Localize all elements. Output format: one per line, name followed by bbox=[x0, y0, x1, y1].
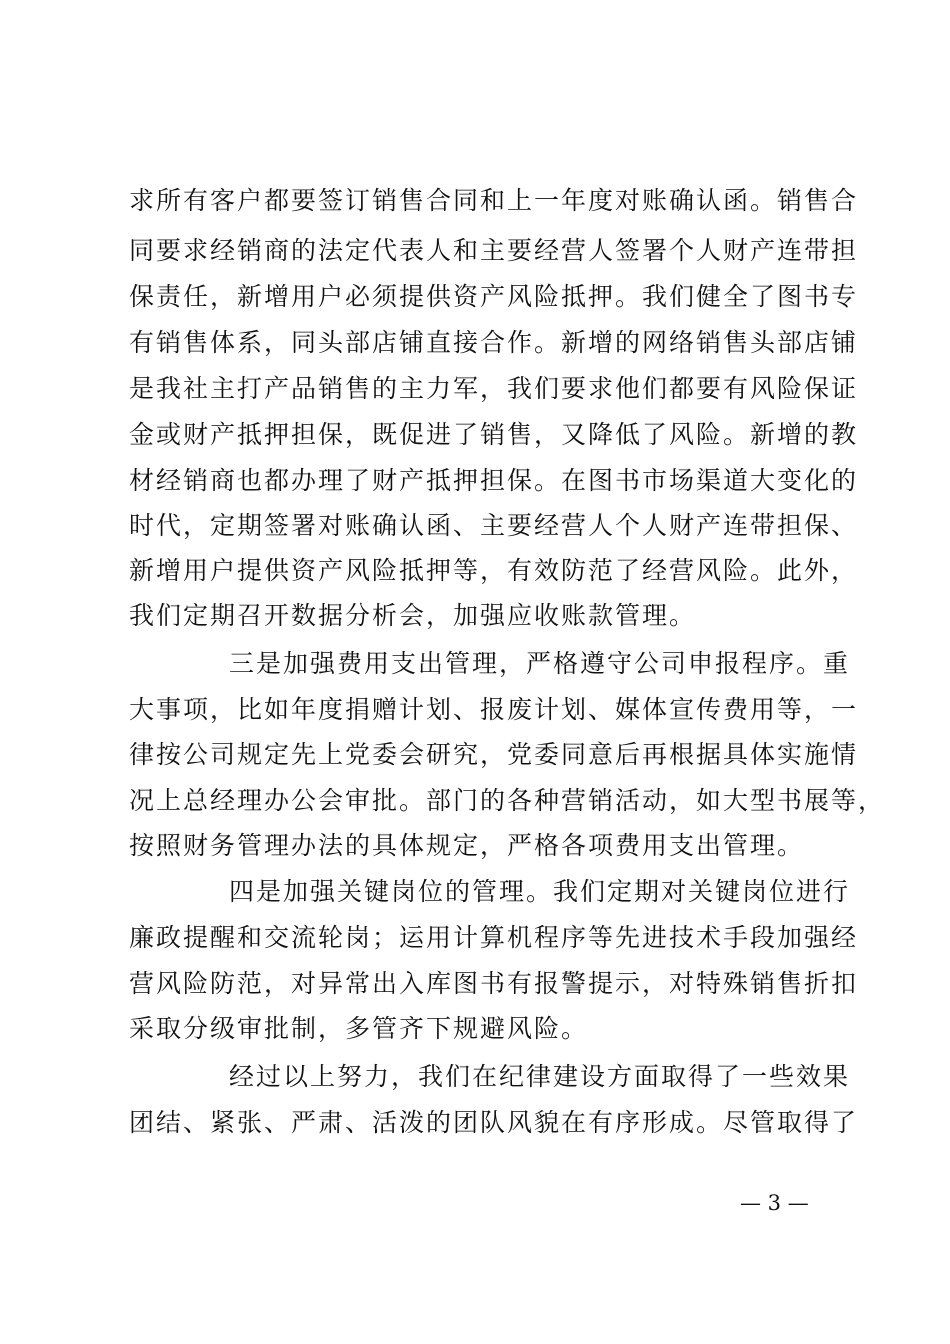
paragraph-start-line: 四是加强关键岗位的管理。我们定期对关键岗位进行 bbox=[229, 877, 851, 906]
text-line: 廉政提醒和交流轮岗；运用计算机程序等先进技术手段加强经 bbox=[129, 923, 859, 952]
text-line: 按照财务管理办法的具体规定，严格各项费用支出管理。 bbox=[129, 831, 805, 860]
text-line: 律按公司规定先上党委会研究，党委同意后再根据具体实施情 bbox=[129, 740, 859, 769]
text-line: 新增用户提供资产风险抵押等，有效防范了经营风险。此外， bbox=[129, 556, 859, 585]
text-line: 我们定期召开数据分析会，加强应收账款管理。 bbox=[129, 601, 697, 630]
text-line: 是我社主打产品销售的主力军，我们要求他们都要有风险保证 bbox=[129, 374, 859, 403]
text-line: 采取分级审批制，多管齐下规避风险。 bbox=[129, 1014, 589, 1043]
text-line: 金或财产抵押担保，既促进了销售，又降低了风险。新增的教 bbox=[129, 420, 859, 449]
text-line: 大事项，比如年度捐赠计划、报废计划、媒体宣传费用等，一 bbox=[129, 695, 859, 724]
text-line: 求所有客户都要签订销售合同和上一年度对账确认函。销售合 bbox=[129, 186, 859, 215]
text-line: 团结、紧张、严肃、活泼的团队风貌在有序形成。尽管取得了 bbox=[129, 1108, 859, 1137]
text-line: 有销售体系，同头部店铺直接合作。新增的网络销售头部店铺 bbox=[129, 328, 859, 357]
text-line: 营风险防范，对异常出入库图书有报警提示，对特殊销售折扣 bbox=[129, 969, 859, 998]
text-line: 保责任，新增用户必须提供资产风险抵押。我们健全了图书专 bbox=[129, 282, 859, 311]
text-line: 况上总经理办公会审批。部门的各种营销活动，如大型书展等， bbox=[129, 786, 886, 815]
page-number: — 3 — bbox=[740, 1191, 809, 1215]
text-line: 时代，定期签署对账确认函、主要经营人个人财产连带担保、 bbox=[129, 511, 859, 540]
text-line: 同要求经销商的法定代表人和主要经营人签署个人财产连带担 bbox=[129, 236, 859, 265]
text-line: 材经销商也都办理了财产抵押担保。在图书市场渠道大变化的 bbox=[129, 466, 859, 495]
paragraph-start-line: 经过以上努力，我们在纪律建设方面取得了一些效果 bbox=[229, 1062, 851, 1091]
paragraph-start-line: 三是加强费用支出管理，严格遵守公司申报程序。重 bbox=[229, 649, 851, 678]
